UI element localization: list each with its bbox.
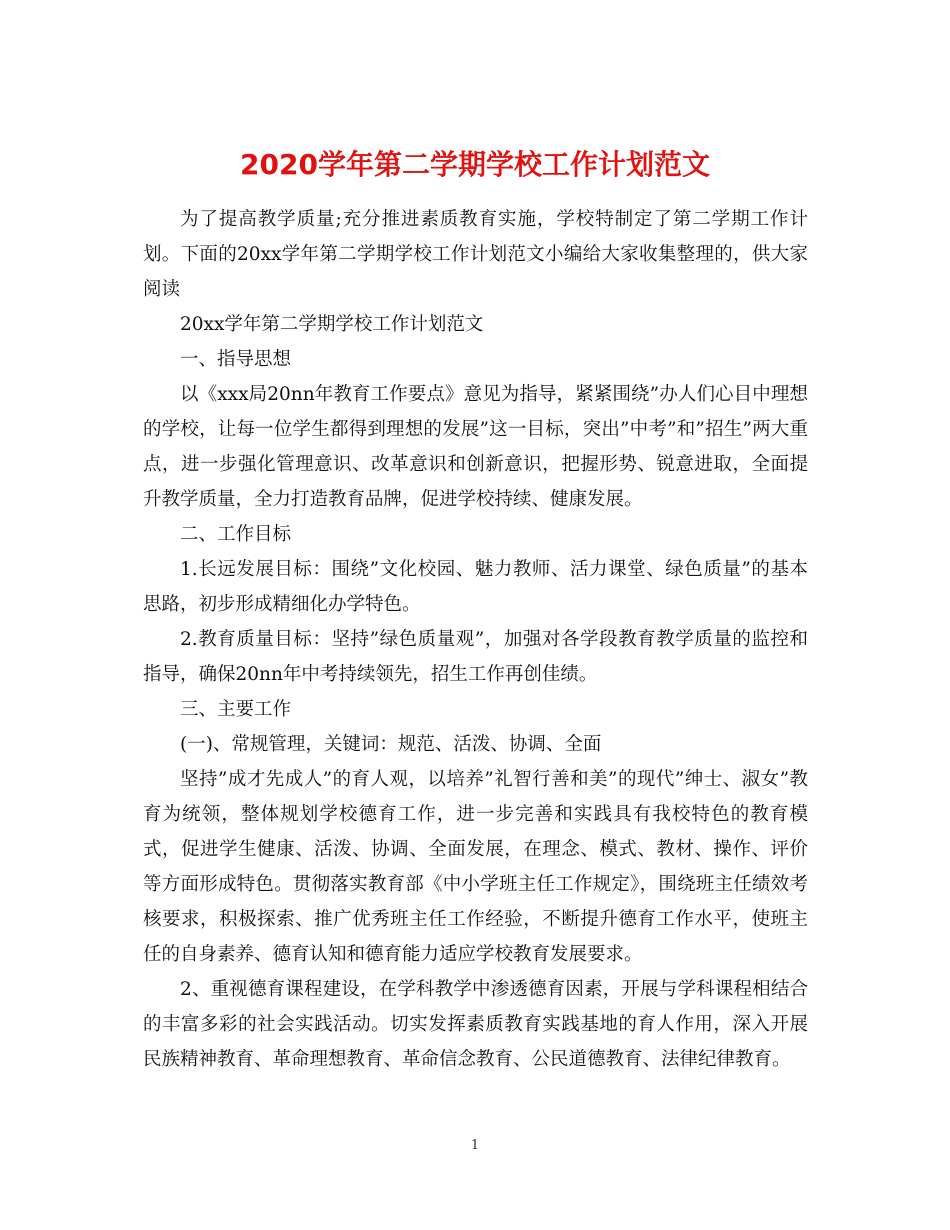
curriculum-paragraph: 2、重视德育课程建设，在学科教学中渗透德育因素，开展与学科课程相结合的丰富多彩的社会实践活动。切实发挥素质教育实践基地的育人作用，深入开展民族精神教育、革命理想教育、革命信念教育、公民道德教育、法律纪律教育。 <box>143 979 808 1070</box>
long-term-goal-paragraph: 1.长远发展目标：围绕”文化校园、魅力教师、活力课堂、绿色质量”的基本思路，初步形成精细化办学特色。 <box>143 559 808 615</box>
section-heading-main-work: 三、主要工作 <box>180 699 292 720</box>
document-body <box>143 202 808 1077</box>
document-title: 2020学年第二学期学校工作计划范文 <box>240 147 710 181</box>
section-heading-guiding-thought: 一、指导思想 <box>180 349 292 370</box>
intro-paragraph: 为了提高教学质量;充分推进素质教育实施，学校特制定了第二学期工作计划。下面的20xx学年第二学期学校工作计划范文小编给大家收集整理的，供大家阅读 <box>143 209 808 300</box>
subsection-heading-routine-management: (一)、常规管理，关键词：规范、活泼、协调、全面 <box>180 734 602 755</box>
section-heading-work-goals: 二、工作目标 <box>180 524 292 545</box>
subtitle-line: 20xx学年第二学期学校工作计划范文 <box>180 314 484 335</box>
moral-education-paragraph: 坚持”成才先成人”的育人观，以培养”礼智行善和美”的现代”绅士、淑女”教育为统领，整体规划学校德育工作，进一步完善和实践具有我校特色的教育模式，促进学生健康、活泼、协调、全面发展，在理念、模式、教材、操作、评价等方面形成特色。贯彻落实教育部《中小学班主任工作规定》，围绕班主任绩效考核要求，积极探索、推广优秀班主任工作经验，不断提升德育工作水平，使班主任的自身素养、德育认知和德育能力适应学校教育发展要求。 <box>143 769 808 965</box>
page-number: 1 <box>470 1138 480 1153</box>
quality-goal-paragraph: 2.教育质量目标：坚持”绿色质量观”，加强对各学段教育教学质量的监控和指导，确保20nn年中考持续领先，招生工作再创佳绩。 <box>143 629 808 685</box>
guiding-thought-paragraph: 以《xxx局20nn年教育工作要点》意见为指导，紧紧围绕”办人们心目中理想的学校，让每一位学生都得到理想的发展”这一目标，突出”中考”和”招生”两大重点，进一步强化管理意识、改革意识和创新意识，把握形势、锐意进取，全面提升教学质量，全力打造教育品牌，促进学校持续、健康发展。 <box>143 384 808 510</box>
